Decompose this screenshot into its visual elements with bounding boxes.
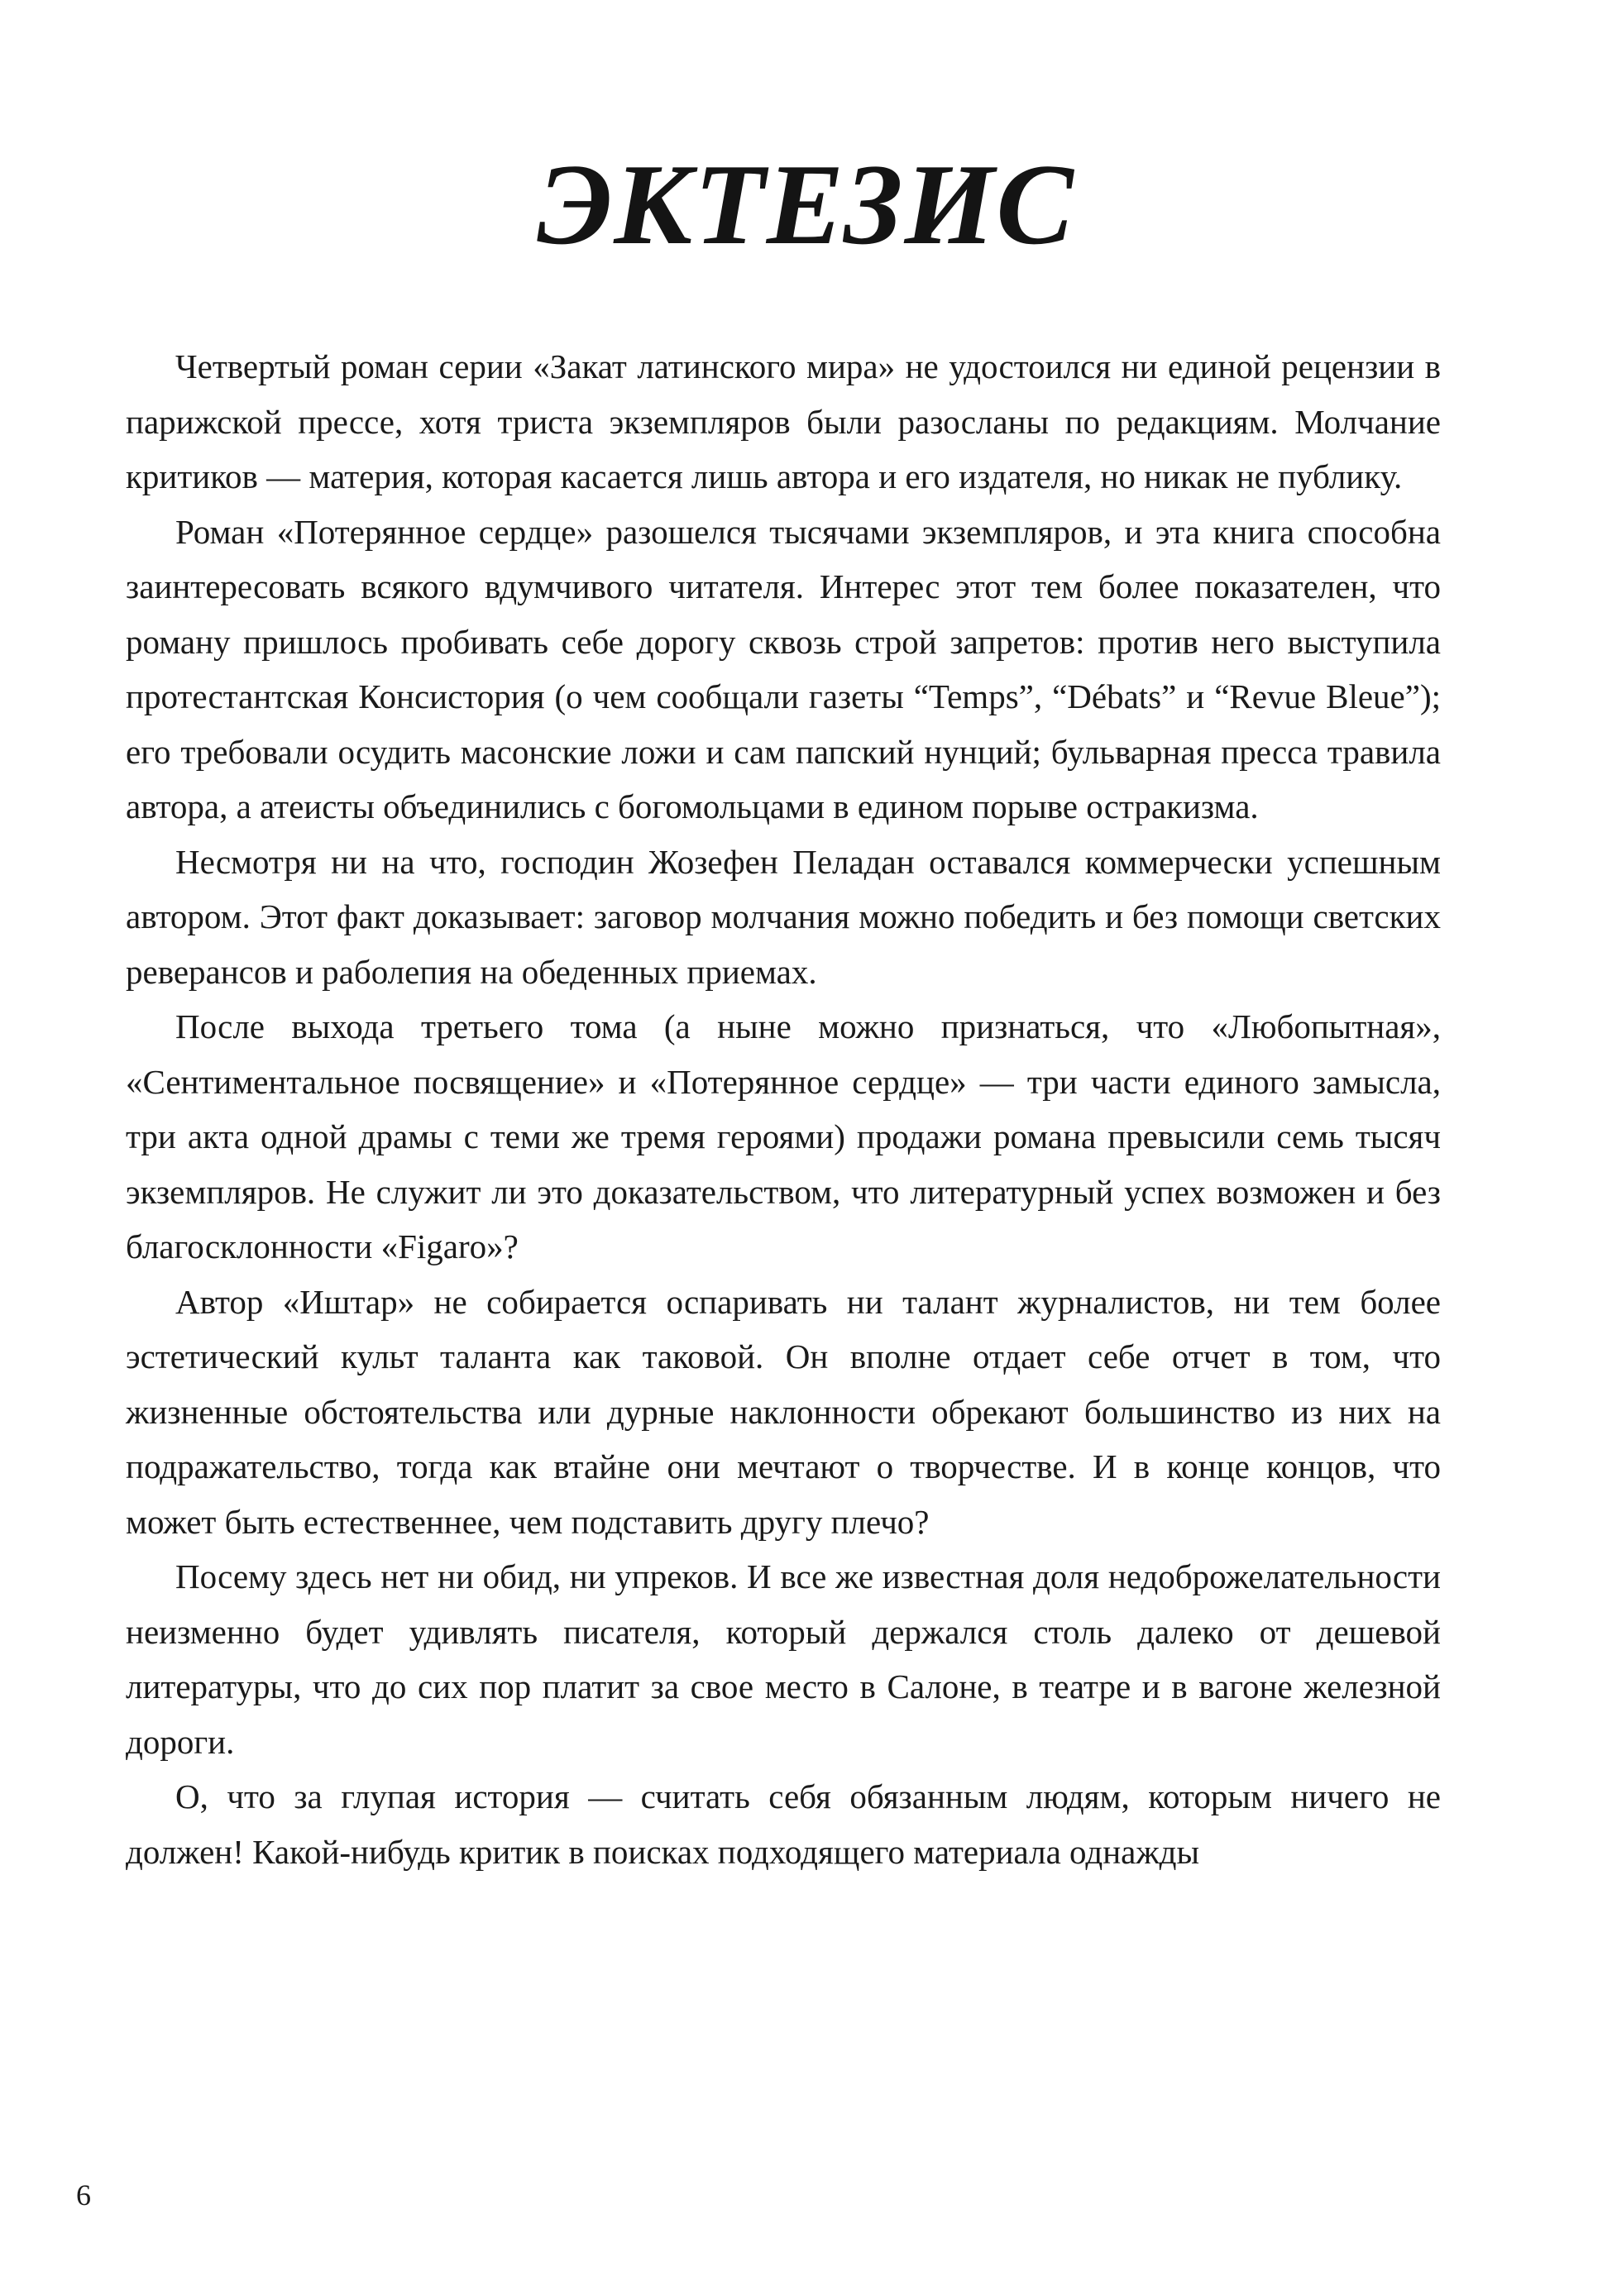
body-text — [126, 339, 1441, 1879]
paragraph: Автор «Иштар» не собирается оспаривать ни талант журналистов, ни тем более эстетический культ таланта как таковой. Он вполне отдает себе отчет в том, что жизненные обстоятельства или дурные наклонности обрекают большинство из них на подражательство, тогда как втайне они мечтают о творчестве. И в конце концов, что может быть естественнее, чем подставить другу плечо? — [126, 1282, 1441, 1541]
paragraph: После выхода третьего тома (а ныне можно признаться, что «Любопытная», «Сентиментальное посвящение» и «Потерянное сердце» — три части единого замысла, три акта одной драмы с теми же тремя героями) продажи романа превысили семь тысяч экземпляров. Не служит ли это доказательством, что литературный успех возможен и без благосклонности «Figaro»? — [126, 1007, 1441, 1265]
paragraph: Роман «Потерянное сердце» разошелся тысячами экземпляров, и эта книга способна заинтересовать всякого вдумчивого читателя. Интерес этот тем более показателен, что роману пришлось пробивать себе дорогу сквозь строй запретов: против него выступила протестантская Консистория (о чем сообщали газеты “Temps”, “Débats” и “Revue Bleue”); его требовали осудить масонские ложи и сам папский нунций; бульварная пресса травила автора, а атеисты объединились с богомольцами в едином порыве остракизма. — [126, 512, 1441, 825]
page-number: 6 — [76, 2179, 91, 2212]
paragraph: Посему здесь нет ни обид, ни упреков. И все же известная доля недоброжелательности неизменно будет удивлять писателя, который держался столь далеко от дешевой литературы, что до сих пор платит за свое место в Салоне, в театре и в вагоне железной дороги. — [126, 1557, 1441, 1761]
paragraph: Несмотря ни на что, господин Жозефен Пеладан оставался коммерчески успешным автором. Этот факт доказывает: заговор молчания можно победить и без помощи светских реверансов и раболепия на обеденных приемах. — [126, 842, 1441, 991]
paragraph: Четвертый роман серии «Закат латинского мира» не удостоился ни единой рецензии в парижской прессе, хотя триста экземпляров были разосланы по редакциям. Молчание критиков — материя, которая касается лишь автора и его издателя, но никак не публику. — [126, 347, 1441, 495]
chapter-title: ЭКТЕЗИС — [537, 141, 1075, 269]
paragraph: О, что за глупая история — считать себя обязанным людям, которым ничего не должен! Какой-нибудь критик в поисках подходящего материала однажды — [126, 1777, 1441, 1871]
